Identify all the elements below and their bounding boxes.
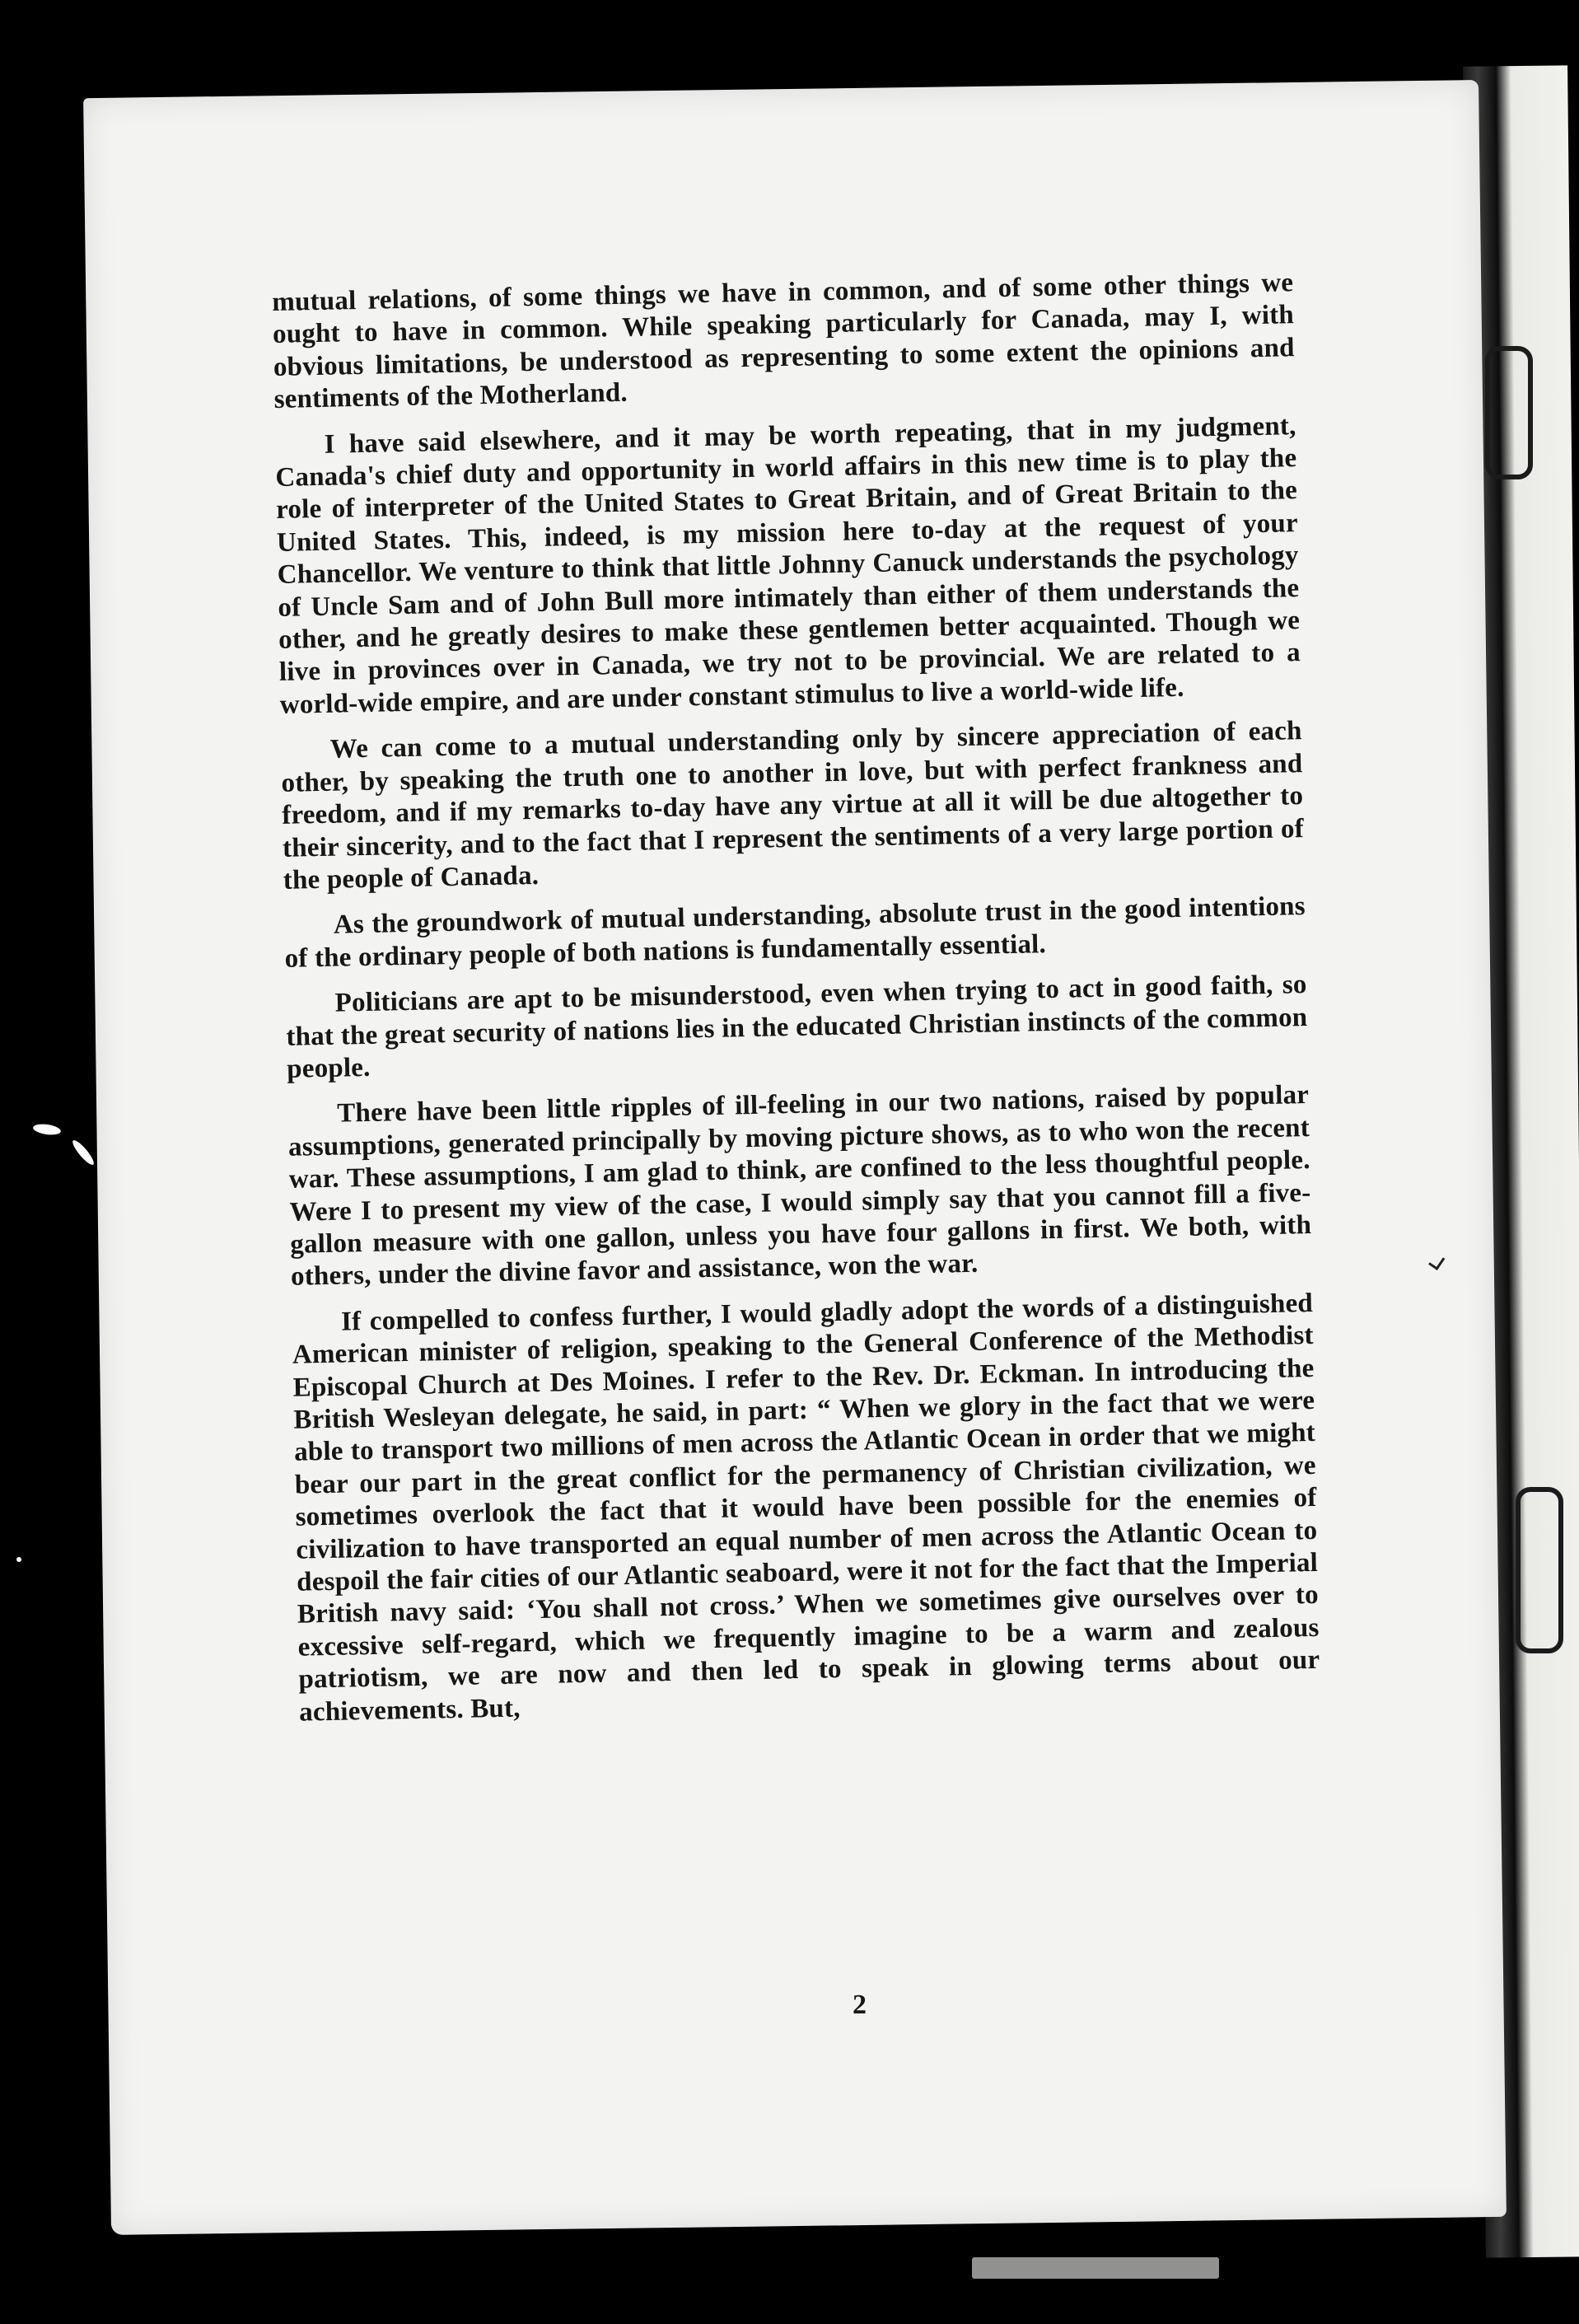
scan-speck (32, 1123, 61, 1137)
scan-speck (70, 1138, 96, 1167)
margin-tick-mark (1428, 1253, 1445, 1270)
page-number: 2 (853, 1990, 867, 2020)
paragraph-1: mutual relations, of some things we have in common, and of some other things we ought to have in common. While speaking particularly for Canada, may I, with obvious limitations, be understood as representing to some extent the opinions and sentiments of the Motherland. (272, 268, 1295, 415)
binding-clip-bottom (1516, 1487, 1563, 1653)
body-text (272, 267, 1321, 1742)
paragraph-5: Politicians are apt to be misunderstood, even when trying to act in good faith, so that the great security of nations lies in the educated Christian instincts of the common people. (286, 970, 1308, 1084)
paragraph-2: I have said elsewhere, and it may be worth repeating, that in my judgment, Canada's chief duty and opportunity in world affairs in this new time is to play the role of interpreter of the United States to Great Britain, and of Great Britain to the United States. This, indeed, is my mission here to-day at the request of your Chancellor. We venture to think that little Johnny Canuck understands the psychology of Uncle Sam and of John Bull more intimately than either of them understands the other, and he greatly desires to make these gentlemen better acquainted. Though we live in provinces over in Canada, we try not to be provincial. We are related to a world-wide empire, and are under constant stimulus to live a world-wide life. (275, 410, 1301, 720)
paragraph-4: As the groundwork of mutual understanding, absolute trust in the good intentions of the ordinary people of both nations is fundamentally essential. (284, 891, 1306, 974)
paragraph-6: There have been little ripples of ill-feeling in our two nations, raised by popular assumptions, generated principally by moving picture shows, as to who won the recent war. These assumptions, I am glad to think, are confined to the less thoughtful people. Were I to present my view of the case, I would simply say that you cannot fill a five-gallon measure with one gallon, unless you have four gallons in first. We both, with others, under the divine favor and assistance, won the war. (287, 1080, 1312, 1293)
binding-clip-top (1485, 346, 1533, 479)
scan-speck (16, 1557, 21, 1562)
paragraph-3: We can come to a mutual understanding only by sincere appreciation of each other, by speaking the truth one to another in love, but with perfect frankness and freedom, and if my remarks to-day have any virtue at all it will be due altogether to their sincerity, and to the fact that I represent the sentiments of a very large portion of the people of Canada. (281, 716, 1305, 895)
paragraph-7: If compelled to confess further, I would gladly adopt the words of a distinguished American minister of religion, speaking to the General Conference of the Methodist Episcopal Church at Des Moines. I refer to the Rev. Dr. Eckman. In introducing the British Wesleyan delegate, he said, in part: “ When we glory in the fact that we were able to transport two millions of men across the Atlantic Ocean in order that we might bear our part in the great conflict for the permanency of Christian civilization, we sometimes overlook the fact that it would have been possible for the enemies of civilization to have transported an equal number of men across the Atlantic Ocean to despoil the fair cities of our Atlantic seaboard, were it not for the fact that the Imperial British navy said: ‘You shall not cross.’ When we sometimes give ourselves over to excessive self-regard, which we frequently imagine to be a warm and zealous patriotism, we are now and then led to speak in glowing terms about our achievements. But, (292, 1288, 1320, 1728)
bottom-page-fold (972, 2257, 1219, 2279)
